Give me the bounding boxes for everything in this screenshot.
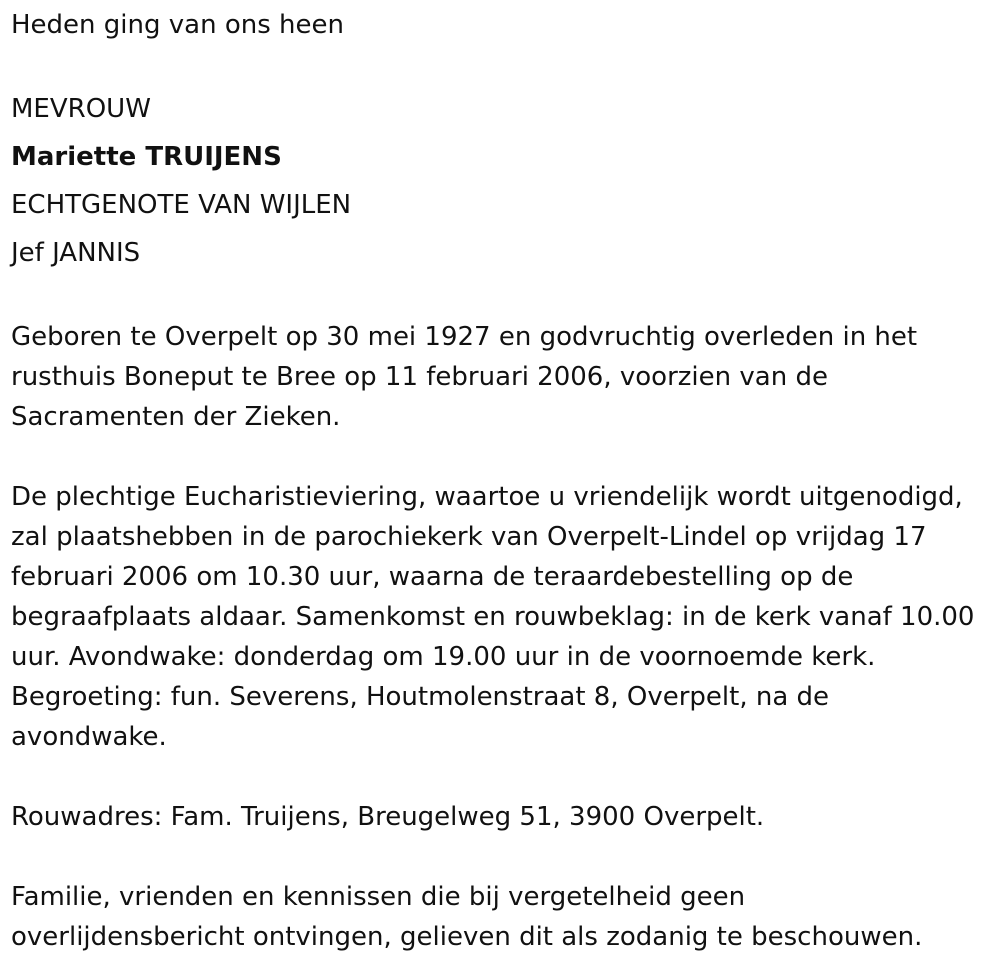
- paragraph-line: Familie, vrienden en kennissen die bij vergetelheid geen: [11, 882, 746, 912]
- paragraph-line: rusthuis Boneput te Bree op 11 februari 2006, voorzien van de: [11, 362, 828, 392]
- relation-line: ECHTGENOTE VAN WIJLEN: [11, 190, 352, 220]
- mourning-address: Rouwadres: Fam. Truijens, Breugelweg 51, 3900 Overpelt.: [11, 802, 765, 832]
- spacer: [11, 277, 996, 317]
- spacer: [11, 45, 996, 85]
- service-paragraph: [11, 477, 996, 757]
- paragraph-line: begraafplaats aldaar. Samenkomst en rouwbeklag: in de kerk vanaf 10.00: [11, 602, 975, 632]
- paragraph-line: Geboren te Overpelt op 30 mei 1927 en godvruchtig overleden in het: [11, 322, 918, 352]
- spacer: [11, 437, 996, 477]
- paragraph-line: overlijdensbericht ontvingen, gelieven dit als zodanig te beschouwen.: [11, 922, 923, 952]
- intro-line: Heden ging van ons heen: [11, 10, 344, 40]
- paragraph-line: zal plaatshebben in de parochiekerk van Overpelt-Lindel op vrijdag 17: [11, 522, 927, 552]
- title-block: [11, 85, 996, 277]
- paragraph-line: uur. Avondwake: donderdag om 19.00 uur in de voornoemde kerk.: [11, 642, 876, 672]
- paragraph-line: Begroeting: fun. Severens, Houtmolenstraat 8, Overpelt, na de: [11, 682, 830, 712]
- birth-paragraph: [11, 317, 996, 437]
- paragraph-line: Sacramenten der Zieken.: [11, 402, 341, 432]
- paragraph-line: februari 2006 om 10.30 uur, waarna de teraardebestelling op de: [11, 562, 854, 592]
- paragraph-line: De plechtige Eucharistieviering, waartoe u vriendelijk wordt uitgenodigd,: [11, 482, 963, 512]
- honorific: MEVROUW: [11, 94, 151, 124]
- paragraph-line: avondwake.: [11, 722, 167, 752]
- spacer: [11, 837, 996, 877]
- mourning-address-paragraph: [11, 797, 996, 837]
- spacer: [11, 757, 996, 797]
- spouse-name: Jef JANNIS: [11, 238, 141, 268]
- deceased-name: Mariette TRUIJENS: [11, 142, 282, 172]
- closing-paragraph: [11, 877, 996, 957]
- death-notice: [11, 5, 996, 957]
